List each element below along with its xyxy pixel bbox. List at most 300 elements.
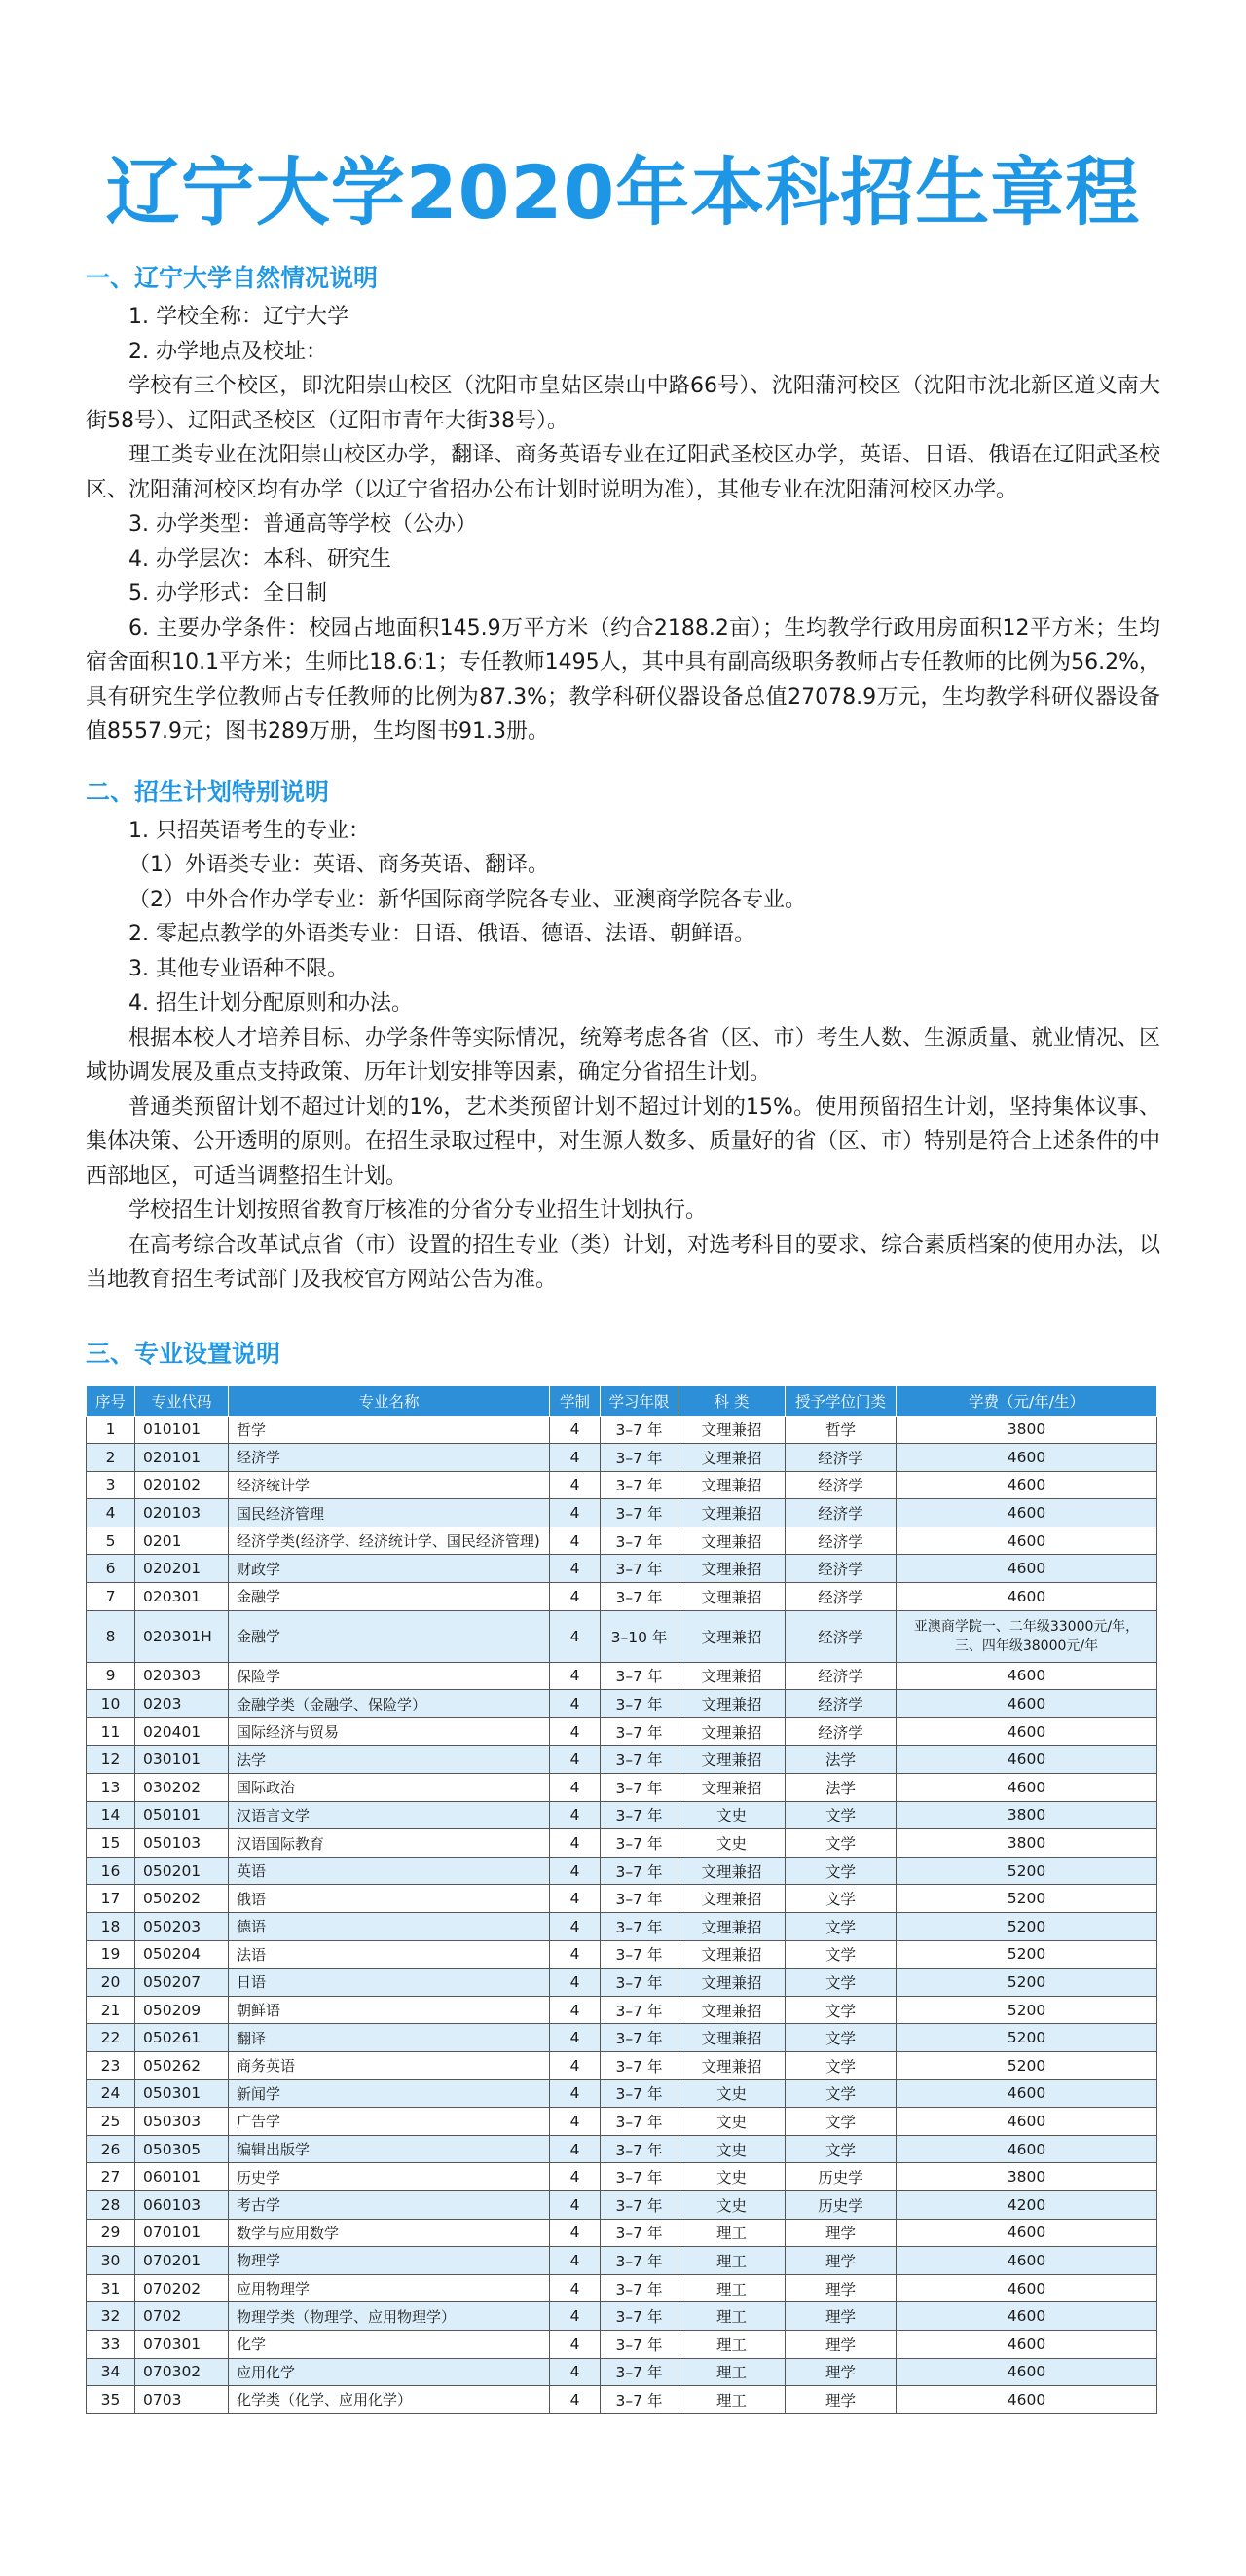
major-name-cell: 经济学类(经济学、经济统计学、国民经济管理): [229, 1527, 550, 1555]
tuition-cell: 亚澳商学院一、二年级33000元/年，三、四年级38000元/年: [897, 1610, 1157, 1662]
tuition-cell: 4600: [897, 2358, 1157, 2386]
major-name-cell: 金融学类（金融学、保险学）: [229, 1690, 550, 1718]
tuition-cell: 5200: [897, 1913, 1157, 1941]
row-index-cell: 18: [87, 1913, 135, 1941]
paragraph: 学校有三个校区，即沈阳崇山校区（沈阳市皇姑区崇山中路66号）、沈阳蒲河校区（沈阳市沈北新区道义南大街58号）、辽阳武圣校区（辽阳市青年大街38号）。: [86, 374, 1160, 433]
table-row: [87, 1717, 1157, 1746]
duration-cell: 4: [550, 2330, 601, 2358]
tuition-cell: 4600: [897, 2108, 1157, 2136]
degree-type-cell: 理学: [786, 2219, 897, 2247]
duration-cell: 4: [550, 2386, 601, 2414]
duration-cell: 4: [550, 1885, 601, 1913]
study-years-cell: 3–7 年: [601, 1717, 678, 1746]
major-name-cell: 英语: [229, 1857, 550, 1885]
tuition-cell: 4600: [897, 2386, 1157, 2414]
row-index-cell: 3: [87, 1471, 135, 1499]
column-header: 学制: [550, 1385, 601, 1416]
degree-type-cell: 文学: [786, 2108, 897, 2136]
major-name-cell: 财政学: [229, 1555, 550, 1583]
study-years-cell: 3–7 年: [601, 2163, 678, 2191]
paragraph: 2. 零起点教学的外语类专业：日语、俄语、德语、法语、朝鲜语。: [128, 922, 755, 946]
category-cell: 文理兼招: [678, 2024, 786, 2052]
table-row: [87, 2108, 1157, 2136]
paragraph: 1. 学校全称：辽宁大学: [128, 305, 348, 329]
degree-type-cell: 理学: [786, 2358, 897, 2386]
table-row: [87, 1690, 1157, 1718]
row-index-cell: 1: [87, 1416, 135, 1444]
row-index-cell: 20: [87, 1969, 135, 1997]
paragraph: （2）中外合作办学专业：新华国际商学院各专业、亚澳商学院各专业。: [128, 887, 806, 912]
study-years-cell: 3–7 年: [601, 1829, 678, 1858]
table-row: [87, 2330, 1157, 2358]
major-name-cell: 新闻学: [229, 2079, 550, 2108]
degree-type-cell: 哲学: [786, 1416, 897, 1444]
spacer: [86, 750, 1160, 757]
duration-cell: 4: [550, 1969, 601, 1997]
row-index-cell: 21: [87, 1996, 135, 2024]
major-name-cell: 考古学: [229, 2190, 550, 2219]
duration-cell: 4: [550, 1583, 601, 1611]
duration-cell: 4: [550, 1444, 601, 1472]
category-cell: 文史: [678, 2108, 786, 2136]
tuition-cell: 4200: [897, 2190, 1157, 2219]
paragraph: 1. 只招英语考生的专业：: [128, 818, 370, 843]
category-cell: 文理兼招: [678, 1690, 786, 1718]
duration-cell: 4: [550, 1610, 601, 1662]
category-cell: 文理兼招: [678, 1555, 786, 1583]
row-index-cell: 31: [87, 2274, 135, 2302]
row-index-cell: 2: [87, 1444, 135, 1472]
tuition-cell: 4600: [897, 1690, 1157, 1718]
tuition-cell: 5200: [897, 1940, 1157, 1969]
section-heading-1: 一、辽宁大学自然情况说明: [86, 264, 379, 292]
duration-cell: 4: [550, 1717, 601, 1746]
table-row: [87, 1913, 1157, 1941]
major-code-cell: 030202: [135, 1774, 229, 1802]
row-index-cell: 23: [87, 2051, 135, 2079]
major-name-cell: 数学与应用数学: [229, 2219, 550, 2247]
category-cell: 文理兼招: [678, 1940, 786, 1969]
degree-type-cell: 经济学: [786, 1499, 897, 1527]
row-index-cell: 10: [87, 1690, 135, 1718]
category-cell: 文史: [678, 2135, 786, 2163]
degree-type-cell: 经济学: [786, 1610, 897, 1662]
paragraph: 6. 主要办学条件：校园占地面积145.9万平方米（约合2188.2亩）；生均教学行政用房面积12平方米；生均宿舍面积10.1平方米；生师比18.6:1；专任教师1495人，其中具有副高级职务教师占专任教师的比例为56.2%，具有研究生学位教师占专任教师的比例为87.3%；教学科研仪器设备总值27078.9万元，生均教学科研仪器设备值8557.9元；图书289万册，生均图书91.3册。: [86, 615, 1160, 744]
degree-type-cell: 历史学: [786, 2190, 897, 2219]
major-code-cell: 0703: [135, 2386, 229, 2414]
table-row: [87, 1610, 1157, 1662]
tuition-cell: 3800: [897, 2163, 1157, 2191]
row-index-cell: 24: [87, 2079, 135, 2108]
tuition-cell: 4600: [897, 2079, 1157, 2108]
paragraph: 4. 办学层次：本科、研究生: [128, 546, 391, 571]
category-cell: 文史: [678, 2190, 786, 2219]
category-cell: 文理兼招: [678, 1499, 786, 1527]
category-cell: 文史: [678, 2163, 786, 2191]
spacer: [86, 1298, 1160, 1319]
table-row: [87, 1416, 1157, 1444]
column-header: 学习年限: [601, 1385, 678, 1416]
major-code-cell: 050207: [135, 1969, 229, 1997]
major-name-cell: 化学: [229, 2330, 550, 2358]
duration-cell: 4: [550, 1857, 601, 1885]
row-index-cell: 4: [87, 1499, 135, 1527]
major-code-cell: 030101: [135, 1746, 229, 1774]
major-code-cell: 050209: [135, 1996, 229, 2024]
major-code-cell: 050202: [135, 1885, 229, 1913]
major-name-cell: 国际经济与贸易: [229, 1717, 550, 1746]
major-name-cell: 法学: [229, 1746, 550, 1774]
major-code-cell: 050261: [135, 2024, 229, 2052]
tuition-cell: 4600: [897, 1774, 1157, 1802]
major-code-cell: 050101: [135, 1801, 229, 1829]
table-row: [87, 1885, 1157, 1913]
table-row: [87, 1996, 1157, 2024]
major-code-cell: 050203: [135, 1913, 229, 1941]
study-years-cell: 3–7 年: [601, 1527, 678, 1555]
table-row: [87, 2358, 1157, 2386]
study-years-cell: 3–7 年: [601, 2190, 678, 2219]
table-row: [87, 1662, 1157, 1690]
tuition-cell: 5200: [897, 1996, 1157, 2024]
degree-type-cell: 历史学: [786, 2163, 897, 2191]
row-index-cell: 5: [87, 1527, 135, 1555]
paragraph: 在高考综合改革试点省（市）设置的招生专业（类）计划，对选考科目的要求、综合素质档案的使用办法，以当地教育招生考试部门及我校官方网站公告为准。: [86, 1233, 1160, 1292]
study-years-cell: 3–7 年: [601, 1913, 678, 1941]
duration-cell: 4: [550, 1829, 601, 1858]
table-row: [87, 2274, 1157, 2302]
major-name-cell: 物理学类（物理学、应用物理学）: [229, 2302, 550, 2331]
document-title: 辽宁大学2020年本科招生章程: [105, 149, 1141, 236]
study-years-cell: 3–7 年: [601, 1662, 678, 1690]
major-name-cell: 应用物理学: [229, 2274, 550, 2302]
row-index-cell: 34: [87, 2358, 135, 2386]
study-years-cell: 3–7 年: [601, 1690, 678, 1718]
table-row: [87, 2386, 1157, 2414]
majors-table: [86, 1385, 1157, 2414]
degree-type-cell: 文学: [786, 2051, 897, 2079]
column-header: 授予学位门类: [786, 1385, 897, 1416]
category-cell: 文史: [678, 2079, 786, 2108]
row-index-cell: 35: [87, 2386, 135, 2414]
row-index-cell: 9: [87, 1662, 135, 1690]
major-code-cell: 020102: [135, 1471, 229, 1499]
major-code-cell: 020303: [135, 1662, 229, 1690]
major-code-cell: 050103: [135, 1829, 229, 1858]
major-name-cell: 翻译: [229, 2024, 550, 2052]
row-index-cell: 15: [87, 1829, 135, 1858]
major-code-cell: 050204: [135, 1940, 229, 1969]
tuition-cell: 3800: [897, 1416, 1157, 1444]
table-row: [87, 1940, 1157, 1969]
category-cell: 理工: [678, 2302, 786, 2331]
major-name-cell: 物理学: [229, 2247, 550, 2275]
category-cell: 文理兼招: [678, 1996, 786, 2024]
major-name-cell: 法语: [229, 1940, 550, 1969]
tuition-cell: 4600: [897, 2274, 1157, 2302]
duration-cell: 4: [550, 2163, 601, 2191]
degree-type-cell: 经济学: [786, 1444, 897, 1472]
row-index-cell: 8: [87, 1610, 135, 1662]
major-name-cell: 国际政治: [229, 1774, 550, 1802]
row-index-cell: 17: [87, 1885, 135, 1913]
category-cell: 理工: [678, 2247, 786, 2275]
category-cell: 文理兼招: [678, 1527, 786, 1555]
major-name-cell: 商务英语: [229, 2051, 550, 2079]
major-code-cell: 070301: [135, 2330, 229, 2358]
table-row: [87, 2302, 1157, 2331]
table-header: [87, 1385, 1157, 1416]
tuition-cell: 3800: [897, 1829, 1157, 1858]
table-row: [87, 2163, 1157, 2191]
tuition-cell: 4600: [897, 2330, 1157, 2358]
section-2-body: [86, 814, 1160, 1298]
table-row: [87, 1801, 1157, 1829]
paragraph: 学校招生计划按照省教育厅核准的分省分专业招生计划执行。: [128, 1198, 708, 1223]
category-cell: 文史: [678, 1829, 786, 1858]
category-cell: 文史: [678, 1801, 786, 1829]
table-row: [87, 2079, 1157, 2108]
row-index-cell: 16: [87, 1857, 135, 1885]
study-years-cell: 3–7 年: [601, 1996, 678, 2024]
tuition-cell: 5200: [897, 1857, 1157, 1885]
major-code-cell: 050262: [135, 2051, 229, 2079]
tuition-cell: 4600: [897, 1499, 1157, 1527]
degree-type-cell: 经济学: [786, 1690, 897, 1718]
paragraph: 3. 办学类型：普通高等学校（公办）: [128, 512, 477, 536]
paragraph: 4. 招生计划分配原则和办法。: [128, 991, 413, 1015]
table-row: [87, 1499, 1157, 1527]
row-index-cell: 13: [87, 1774, 135, 1802]
major-name-cell: 保险学: [229, 1662, 550, 1690]
duration-cell: 4: [550, 2135, 601, 2163]
major-code-cell: 020301: [135, 1583, 229, 1611]
study-years-cell: 3–7 年: [601, 2079, 678, 2108]
duration-cell: 4: [550, 2274, 601, 2302]
row-index-cell: 28: [87, 2190, 135, 2219]
paragraph: 理工类专业在沈阳崇山校区办学，翻译、商务英语专业在辽阳武圣校区办学，英语、日语、俄语在辽阳武圣校区、沈阳蒲河校区均有办学（以辽宁省招办公布计划时说明为准），其他专业在沈阳蒲河校区办学。: [86, 443, 1160, 502]
major-code-cell: 010101: [135, 1416, 229, 1444]
degree-type-cell: 文学: [786, 1857, 897, 1885]
column-header: 学费（元/年/生）: [897, 1385, 1157, 1416]
major-code-cell: 050303: [135, 2108, 229, 2136]
duration-cell: 4: [550, 2358, 601, 2386]
row-index-cell: 22: [87, 2024, 135, 2052]
duration-cell: 4: [550, 2051, 601, 2079]
study-years-cell: 3–10 年: [601, 1610, 678, 1662]
degree-type-cell: 文学: [786, 1829, 897, 1858]
tuition-cell: 4600: [897, 1444, 1157, 1472]
major-name-cell: 哲学: [229, 1416, 550, 1444]
major-name-cell: 日语: [229, 1969, 550, 1997]
duration-cell: 4: [550, 1996, 601, 2024]
degree-type-cell: 经济学: [786, 1583, 897, 1611]
tuition-cell: 4600: [897, 1555, 1157, 1583]
tuition-cell: 4600: [897, 2135, 1157, 2163]
section-1-body: [86, 300, 1160, 750]
degree-type-cell: 法学: [786, 1774, 897, 1802]
duration-cell: 4: [550, 1801, 601, 1829]
category-cell: 文理兼招: [678, 1857, 786, 1885]
row-index-cell: 19: [87, 1940, 135, 1969]
tuition-cell: 4600: [897, 1471, 1157, 1499]
degree-type-cell: 理学: [786, 2274, 897, 2302]
study-years-cell: 3–7 年: [601, 2024, 678, 2052]
table-row: [87, 1857, 1157, 1885]
major-name-cell: 经济学: [229, 1444, 550, 1472]
tuition-cell: 4600: [897, 2302, 1157, 2331]
category-cell: 文理兼招: [678, 1662, 786, 1690]
study-years-cell: 3–7 年: [601, 1471, 678, 1499]
tuition-cell: 3800: [897, 1801, 1157, 1829]
duration-cell: 4: [550, 1913, 601, 1941]
major-code-cell: 020401: [135, 1717, 229, 1746]
category-cell: 文理兼招: [678, 1471, 786, 1499]
degree-type-cell: 文学: [786, 1913, 897, 1941]
degree-type-cell: 文学: [786, 1940, 897, 1969]
row-index-cell: 27: [87, 2163, 135, 2191]
category-cell: 文理兼招: [678, 1774, 786, 1802]
major-code-cell: 020201: [135, 1555, 229, 1583]
degree-type-cell: 文学: [786, 2079, 897, 2108]
degree-type-cell: 文学: [786, 1885, 897, 1913]
table-row: [87, 1555, 1157, 1583]
duration-cell: 4: [550, 1555, 601, 1583]
major-name-cell: 广告学: [229, 2108, 550, 2136]
major-code-cell: 020101: [135, 1444, 229, 1472]
major-name-cell: 汉语言文学: [229, 1801, 550, 1829]
study-years-cell: 3–7 年: [601, 1746, 678, 1774]
degree-type-cell: 文学: [786, 2024, 897, 2052]
major-name-cell: 汉语国际教育: [229, 1829, 550, 1858]
row-index-cell: 11: [87, 1717, 135, 1746]
category-cell: 文理兼招: [678, 1610, 786, 1662]
category-cell: 理工: [678, 2274, 786, 2302]
category-cell: 理工: [678, 2358, 786, 2386]
table-row: [87, 2219, 1157, 2247]
study-years-cell: 3–7 年: [601, 1583, 678, 1611]
duration-cell: 4: [550, 1774, 601, 1802]
duration-cell: 4: [550, 1471, 601, 1499]
paragraph: 5. 办学形式：全日制: [128, 581, 327, 606]
category-cell: 文理兼招: [678, 1913, 786, 1941]
row-index-cell: 33: [87, 2330, 135, 2358]
table-row: [87, 1774, 1157, 1802]
degree-type-cell: 文学: [786, 1801, 897, 1829]
tuition-cell: 5200: [897, 2051, 1157, 2079]
tuition-cell: 4600: [897, 1746, 1157, 1774]
duration-cell: 4: [550, 2024, 601, 2052]
degree-type-cell: 经济学: [786, 1662, 897, 1690]
row-index-cell: 7: [87, 1583, 135, 1611]
paragraph: 3. 其他专业语种不限。: [128, 956, 348, 981]
duration-cell: 4: [550, 2108, 601, 2136]
table-row: [87, 1444, 1157, 1472]
major-code-cell: 070302: [135, 2358, 229, 2386]
major-code-cell: 020301H: [135, 1610, 229, 1662]
category-cell: 文理兼招: [678, 1746, 786, 1774]
study-years-cell: 3–7 年: [601, 1885, 678, 1913]
major-code-cell: 0203: [135, 1690, 229, 1718]
category-cell: 文理兼招: [678, 1444, 786, 1472]
duration-cell: 4: [550, 2302, 601, 2331]
study-years-cell: 3–7 年: [601, 2135, 678, 2163]
duration-cell: 4: [550, 1940, 601, 1969]
table-row: [87, 2247, 1157, 2275]
column-header: 科 类: [678, 1385, 786, 1416]
table-body: [87, 1416, 1157, 2413]
major-code-cell: 020103: [135, 1499, 229, 1527]
paragraph: 普通类预留计划不超过计划的1%，艺术类预留计划不超过计划的15%。使用预留招生计划，坚持集体议事、集体决策、公开透明的原则。在招生录取过程中，对生源人数多、质量好的省（区、市）特别是符合上述条件的中西部地区，可适当调整招生计划。: [86, 1094, 1160, 1189]
major-name-cell: 俄语: [229, 1885, 550, 1913]
major-name-cell: 化学类（化学、应用化学）: [229, 2386, 550, 2414]
study-years-cell: 3–7 年: [601, 2247, 678, 2275]
column-header: 专业代码: [135, 1385, 229, 1416]
major-name-cell: 朝鲜语: [229, 1996, 550, 2024]
study-years-cell: 3–7 年: [601, 1857, 678, 1885]
row-index-cell: 14: [87, 1801, 135, 1829]
tuition-cell: 4600: [897, 1583, 1157, 1611]
study-years-cell: 3–7 年: [601, 1940, 678, 1969]
duration-cell: 4: [550, 2079, 601, 2108]
major-name-cell: 金融学: [229, 1583, 550, 1611]
table-row: [87, 2190, 1157, 2219]
major-code-cell: 060101: [135, 2163, 229, 2191]
section-heading-3: 三、专业设置说明: [86, 1339, 281, 1368]
study-years-cell: 3–7 年: [601, 1801, 678, 1829]
category-cell: 文理兼招: [678, 2051, 786, 2079]
study-years-cell: 3–7 年: [601, 1499, 678, 1527]
column-header: 专业名称: [229, 1385, 550, 1416]
major-code-cell: 050201: [135, 1857, 229, 1885]
degree-type-cell: 理学: [786, 2386, 897, 2414]
duration-cell: 4: [550, 2219, 601, 2247]
study-years-cell: 3–7 年: [601, 1969, 678, 1997]
category-cell: 理工: [678, 2330, 786, 2358]
category-cell: 文理兼招: [678, 1969, 786, 1997]
degree-type-cell: 法学: [786, 1746, 897, 1774]
category-cell: 文理兼招: [678, 1717, 786, 1746]
tuition-cell: 4600: [897, 1717, 1157, 1746]
row-index-cell: 6: [87, 1555, 135, 1583]
tuition-cell: 4600: [897, 1662, 1157, 1690]
table-row: [87, 1969, 1157, 1997]
major-name-cell: 编辑出版学: [229, 2135, 550, 2163]
study-years-cell: 3–7 年: [601, 2330, 678, 2358]
duration-cell: 4: [550, 2247, 601, 2275]
degree-type-cell: 理学: [786, 2247, 897, 2275]
major-name-cell: 国民经济管理: [229, 1499, 550, 1527]
category-cell: 理工: [678, 2219, 786, 2247]
study-years-cell: 3–7 年: [601, 2302, 678, 2331]
major-name-cell: 金融学: [229, 1610, 550, 1662]
row-index-cell: 32: [87, 2302, 135, 2331]
duration-cell: 4: [550, 1416, 601, 1444]
major-code-cell: 070201: [135, 2247, 229, 2275]
table-row: [87, 2135, 1157, 2163]
degree-type-cell: 经济学: [786, 1527, 897, 1555]
duration-cell: 4: [550, 1662, 601, 1690]
category-cell: 文理兼招: [678, 1583, 786, 1611]
study-years-cell: 3–7 年: [601, 2274, 678, 2302]
row-index-cell: 25: [87, 2108, 135, 2136]
degree-type-cell: 经济学: [786, 1717, 897, 1746]
major-name-cell: 应用化学: [229, 2358, 550, 2386]
tuition-cell: 5200: [897, 1969, 1157, 1997]
major-code-cell: 060103: [135, 2190, 229, 2219]
row-index-cell: 26: [87, 2135, 135, 2163]
major-code-cell: 070202: [135, 2274, 229, 2302]
